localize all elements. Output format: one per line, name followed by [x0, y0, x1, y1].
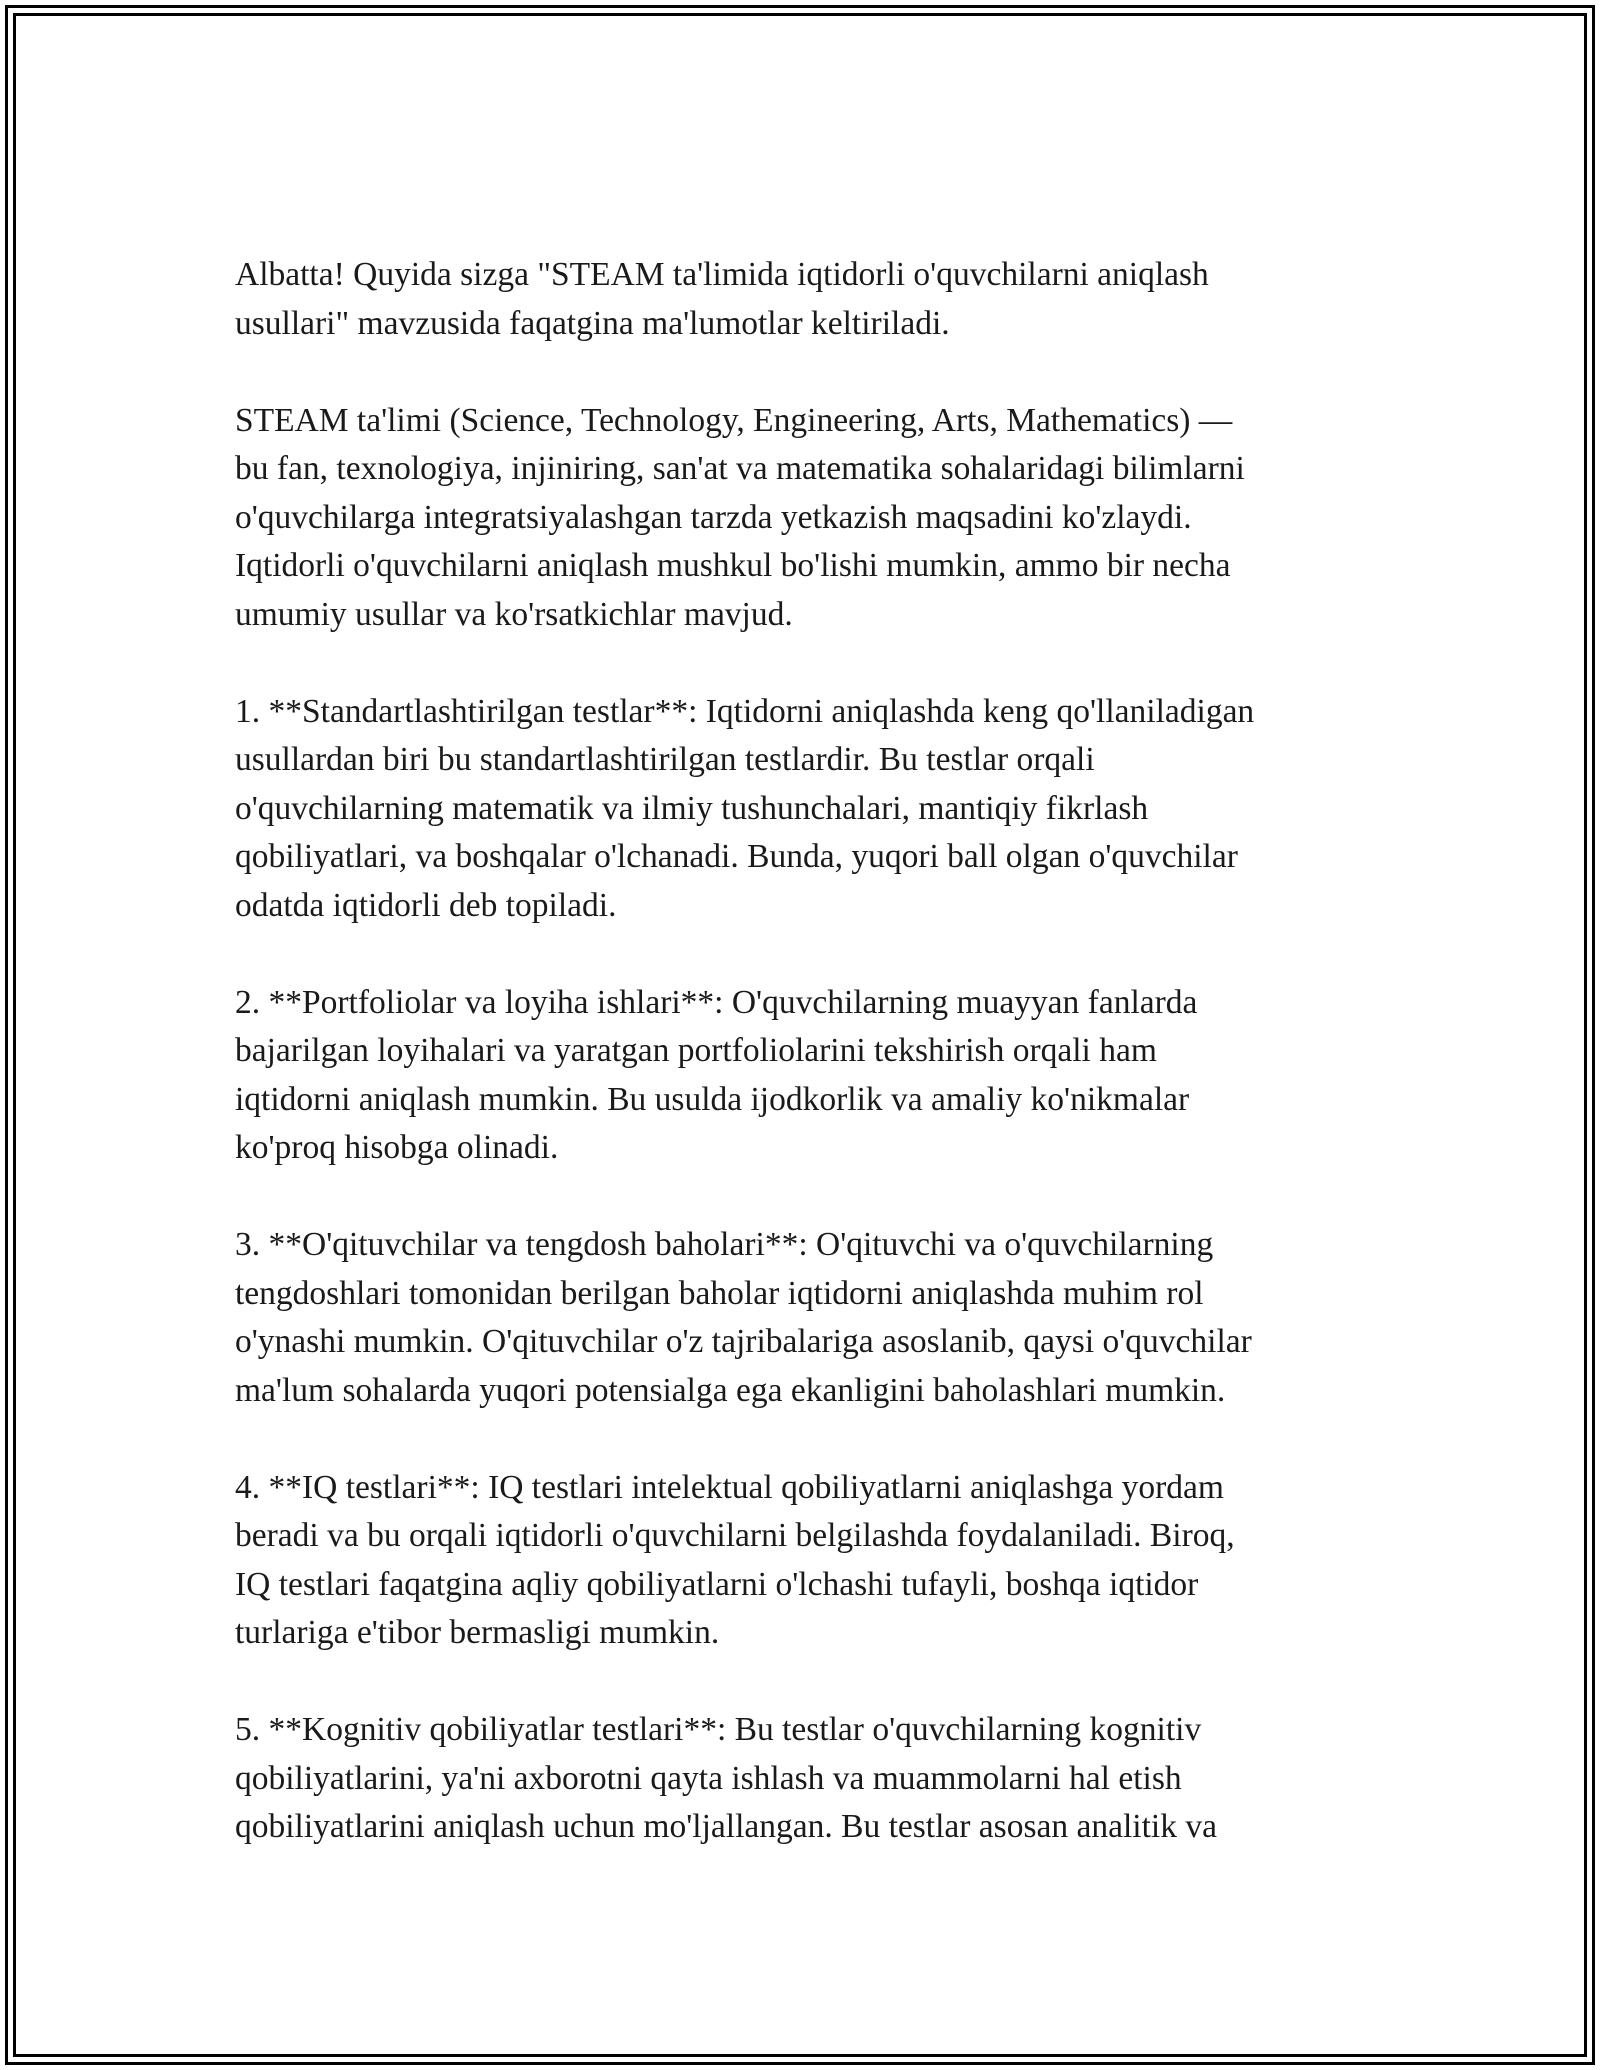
document-body: [235, 251, 1365, 1852]
intro-paragraph: Albatta! Quyida sizga "STEAM ta'limida iqtidorli o'quvchilarni aniqlash usullari" mavzusida faqatgina ma'lumotlar keltiriladi.: [235, 256, 1209, 342]
list-item-cognitive-tests: 5. **Kognitiv qobiliyatlar testlari**: Bu testlar o'quvchilarning kognitiv qobiliyatlarini, ya'ni axborotni qayta ishlash va muammolarni hal etish qobiliyatlarini aniqlash uchun mo'ljallangan. Bu testlar asosan analitik va: [235, 1711, 1217, 1845]
list-item-teacher-peer-ratings: 3. **O'qituvchilar va tengdosh baholari**: O'qituvchi va o'quvchilarning tengdoshlari tomonidan berilgan baholar iqtidorni aniqlashda muhim rol o'ynashi mumkin. O'qituvchilar o'z tajribalariga asoslanib, qaysi o'quvchilar ma'lum sohalarda yuqori potensialga ega ekanligini baholashlari mumkin.: [235, 1226, 1252, 1409]
list-item-standardized-tests: 1. **Standartlashtirilgan testlar**: Iqtidorni aniqlashda keng qo'llaniladigan usullardan biri bu standartlashtirilgan testlardir. Bu testlar orqali o'quvchilarning matematik va ilmiy tushunchalari, mantiqiy fikrlash qobiliyatlari, va boshqalar o'lchanadi. Bunda, yuqori ball olgan o'quvchilar odatda iqtidorli deb topiladi.: [235, 692, 1255, 924]
list-item-iq-tests: 4. **IQ testlari**: IQ testlari intelektual qobiliyatlarni aniqlashga yordam beradi va bu orqali iqtidorli o'quvchilarni belgilashda foydalaniladi. Biroq, IQ testlari faqatgina aqliy qobiliyatlarni o'lchashi tufayli, boshqa iqtidor turlariga e'tibor bermasligi mumkin.: [235, 1468, 1235, 1651]
steam-definition-paragraph: STEAM ta'limi (Science, Technology, Engineering, Arts, Mathematics) — bu fan, texnologiya, injiniring, san'at va matematika sohalaridagi bilimlarni o'quvchilarga integratsiyalashgan tarzda yetkazish maqsadini ko'zlaydi. Iqtidorli o'quvchilarni aniqlash mushkul bo'lishi mumkin, ammo bir necha umumiy usullar va ko'rsatkichlar mavjud.: [235, 401, 1245, 633]
list-item-portfolios: 2. **Portfoliolar va loyiha ishlari**: O'quvchilarning muayyan fanlarda bajarilgan loyihalari va yaratgan portfoliolarini tekshirish orqali ham iqtidorni aniqlash mumkin. Bu usulda ijodkorlik va amaliy ko'nikmalar ko'proq hisobga olinadi.: [235, 983, 1198, 1166]
